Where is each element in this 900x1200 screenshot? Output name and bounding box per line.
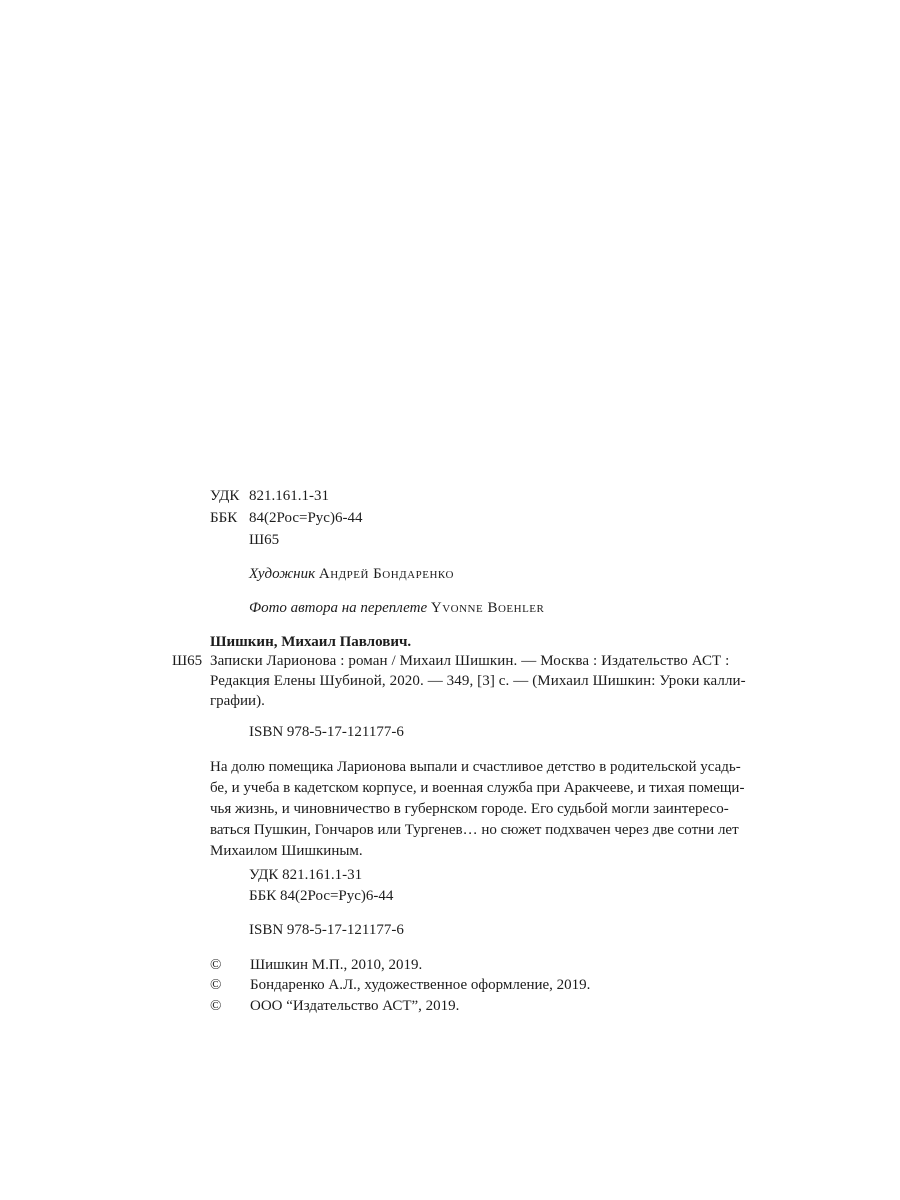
footer-udk: УДК 821.161.1-31 xyxy=(249,867,363,883)
copyright-line xyxy=(210,954,422,976)
bbk-value: 84(2Рос=Рус)6-44 xyxy=(249,510,363,526)
annotation-line-1: На долю помещика Ларионова выпали и счастливое детство в родительской усадь- xyxy=(210,759,741,775)
photo-credit xyxy=(249,597,544,619)
annotation-line-4: ваться Пушкин, Гончаров или Тургенев… но сюжет подхвачен через две сотни лет xyxy=(210,822,739,838)
copyright-line xyxy=(210,974,590,996)
description-line-1: Записки Ларионова : роман / Михаил Шишкин. — Москва : Издательство АСТ : xyxy=(210,653,730,669)
artist-name: Андрей Бондаренко xyxy=(318,566,454,582)
photo-role: Фото автора на переплете xyxy=(249,600,428,616)
artist-credit xyxy=(249,563,454,585)
photo-name: Yvonne Boehler xyxy=(430,600,545,616)
annotation-line-3: чья жизнь, и чиновничество в губернском городе. Его судьбой могли заинтересо- xyxy=(210,801,729,817)
artist-role: Художник xyxy=(249,566,316,582)
bbk-line xyxy=(210,507,362,529)
annotation-line-5: Михаилом Шишкиным. xyxy=(210,843,363,859)
copyright-symbol: © xyxy=(210,977,222,993)
description-line-2: Редакция Елены Шубиной, 2020. — 349, [3] с. — (Михаил Шишкин: Уроки калли- xyxy=(210,673,746,689)
copyright-symbol: © xyxy=(210,998,222,1014)
catalog-isbn: ISBN 978-5-17-121177-6 xyxy=(249,724,404,740)
footer-isbn: ISBN 978-5-17-121177-6 xyxy=(249,922,404,938)
copyright-text: ООО “Издательство АСТ”, 2019. xyxy=(250,998,460,1014)
catalog-author-mark: Ш65 xyxy=(172,653,203,669)
annotation-line-2: бе, и учеба в кадетском корпусе, и военная служба при Аракчееве, и тихая помещи- xyxy=(210,780,745,796)
bbk-label: ББК xyxy=(210,510,238,526)
copyright-text: Шишкин М.П., 2010, 2019. xyxy=(250,957,423,973)
copyright-symbol: © xyxy=(210,957,222,973)
footer-bbk: ББК 84(2Рос=Рус)6-44 xyxy=(249,888,394,904)
author-mark: Ш65 xyxy=(249,532,280,548)
udk-line xyxy=(210,485,329,507)
udk-value: 821.161.1-31 xyxy=(249,488,329,504)
description-line-3: графии). xyxy=(210,693,265,709)
author-heading: Шишкин, Михаил Павлович. xyxy=(210,634,412,650)
udk-label: УДК xyxy=(210,488,240,504)
copyright-text: Бондаренко А.Л., художественное оформление, 2019. xyxy=(250,977,591,993)
copyright-line xyxy=(210,995,459,1017)
